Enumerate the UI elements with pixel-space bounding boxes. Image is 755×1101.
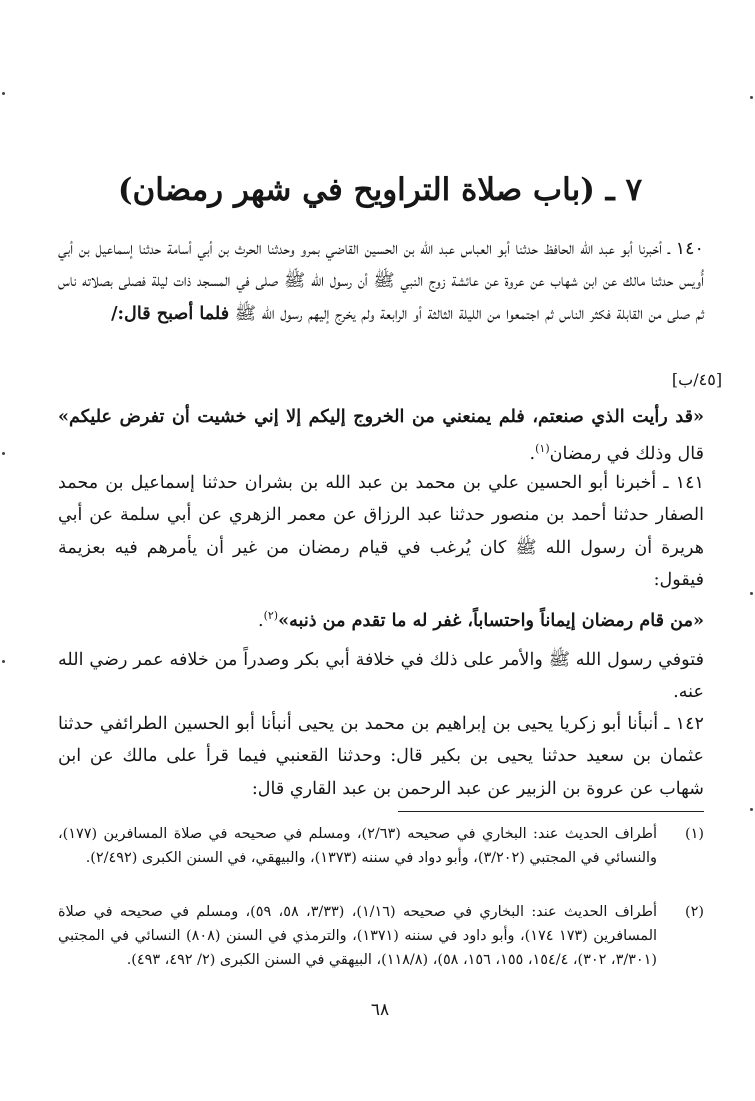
- manuscript-folio-marker: [٤٥/ب]: [671, 370, 723, 389]
- scan-edge-mark: [750, 808, 753, 811]
- chapter-title: ٧ ـ (باب صلاة التراويح في شهر رمضان): [117, 172, 643, 208]
- hadith-142: [58, 708, 704, 805]
- quote-1-bold: «قد رأيت الذي صنعتم، فلم يمنعني من الخروج إليكم إلا إني خشيت أن تفرض عليكم»: [58, 406, 704, 427]
- footnote-separator: [398, 811, 704, 812]
- quote-1-tail: قال وذلك في رمضان: [549, 444, 704, 465]
- page-number: ٦٨: [370, 1000, 390, 1020]
- scan-edge-mark: [2, 92, 5, 95]
- footnote-number: (٢): [685, 904, 704, 920]
- footnote-number: (١): [685, 826, 704, 842]
- paragraph-death-text: فتوفي رسول الله ﷺ والأمر على ذلك في خلافة أبي بكر وصدراً من خلافه عمر رضي الله عنه.: [58, 650, 704, 703]
- hadith-141: [58, 467, 704, 596]
- footnote-text: أطراف الحديث عند: البخاري في صحيحه (١/١٦)، (٣/٣٣، ٥٨، ٥٩)، ومسلم في صحيحه في صلاة المسافرين (١٧٣ ١٧٤)، وأبو داود في سننه (١٣٧١)، والترمذي في السنن (٨٠٨) النسائي في المجتبي (٣/٣٠١، ٣٠٢)، ١٥٤/٤، ١٥٥، ١٥٦، ٥٨)، (١١٨/٨)، البيهقي في السنن الكبرى (٢/ ٤٩٢، ٤٩٣).: [58, 904, 658, 968]
- hadith-140-bold: فلما أصبح قال:/: [111, 302, 230, 324]
- quote-1: «قد رأيت الذي صنعتم، فلم يمنعني من الخروج إليكم إلا إني خشيت أن تفرض عليكم» قال وذلك في رمضان$^{(١)}$.: [58, 406, 704, 465]
- hadith-140: [58, 233, 704, 330]
- scan-edge-mark: [750, 592, 753, 595]
- footnote-ref-2: (٢): [263, 609, 279, 622]
- footnote-1: [58, 822, 704, 870]
- scan-edge-mark: [2, 660, 5, 663]
- footnote-2: [58, 900, 704, 972]
- hadith-141-text: ١٤١ ـ أخبرنا أبو الحسين علي بن محمد بن عبد الله بن بشران حدثنا إسماعيل بن محمد الصفار حدثنا أحمد بن منصور حدثنا عبد الرزاق عن معمر الزهري عن أبي سلمة عن أبي هريرة أن رسول الله ﷺ كان يُرغب في قيام رمضان من غير أن يأمرهم فيه بعزيمة فيقول:: [58, 473, 704, 590]
- quote-2: «من قام رمضان إيماناً واحتساباً، غفر له ما تقدم من ذنبه»$^{(٢)}$.: [257, 609, 704, 631]
- footnote-ref-1: (١): [535, 442, 550, 456]
- footnote-text: أطراف الحديث عند: البخاري في صحيحه (٢/٦٣)، ومسلم في صحيحه في صلاة المسافرين (١٧٧)، والنسائي في المجتبي (٣/٢٠٢)، وأبو دواد في سننه (١٣٧٣)، والبيهقي، في السنن الكبرى (٢/٤٩٢).: [58, 826, 657, 866]
- hadith-140-text: ١٤٠ ـ أخبرنا أبو عبد الله الحافظ حدثنا أبو العباس عبد الله بن الحسين القاضي بمرو وحدثنا الحرث بن أبي أسامة حدثنا إسماعيل بن أبي أُويس حدثنا مالك عن ابن شهاب عن عروة عن عائشة زوج النبي ﷺ أن رسول الله ﷺ صلى في المسجد ذات ليلة فصلى بصلاته ناس ثم صلى من القابلة فكثر الناس ثم اجتمعوا من الليلة الثالثة أو الرابعة ولم يخرج إليهم رسول الله ﷺ: [58, 239, 704, 324]
- hadith-142-text: ١٤٢ ـ أنبأنا أبو زكريا يحيى بن إبراهيم بن محمد بن يحيى أنبأنا أبو الحسين الطرائفي حدثنا عثمان بن سعيد حدثنا يحيى بن بكير قال: وحدثنا القعنبي فيما قرأ على مالك عن ابن شهاب عن عروة بن الزبير عن عبد الرحمن بن عبد القاري قال:: [58, 714, 704, 799]
- scan-edge-mark: [750, 96, 753, 99]
- scan-edge-mark: [2, 452, 5, 455]
- quote-2-bold: «من قام رمضان إيماناً واحتساباً، غفر له ما تقدم من ذنبه»: [278, 609, 704, 631]
- paragraph-death: [58, 644, 704, 709]
